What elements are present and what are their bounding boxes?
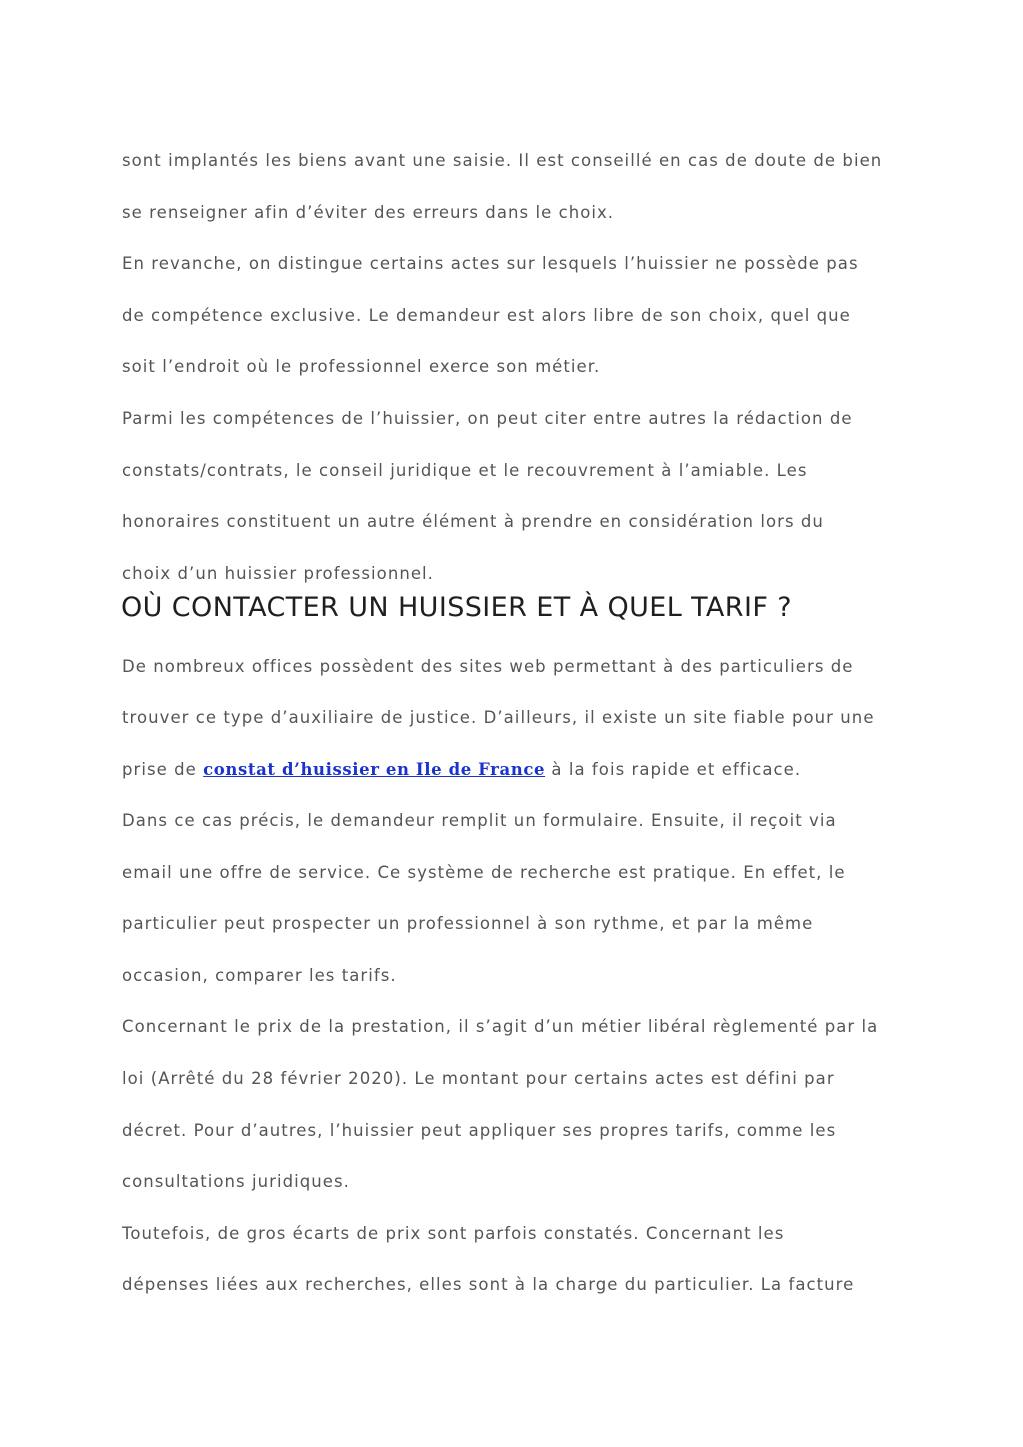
- paragraph-line: Toutefois, de gros écarts de prix sont parfois constatés. Concernant les: [122, 1224, 785, 1243]
- section-heading: OÙ CONTACTER UN HUISSIER ET À QUEL TARIF ?: [121, 592, 792, 623]
- paragraph-line: En revanche, on distingue certains actes sur lesquels l’huissier ne possède pas: [122, 254, 859, 273]
- paragraph-line: de compétence exclusive. Le demandeur est alors libre de son choix, quel que: [122, 306, 851, 325]
- paragraph-line: occasion, comparer les tarifs.: [122, 966, 397, 985]
- paragraph-line: consultations juridiques.: [122, 1172, 350, 1191]
- paragraph-line: décret. Pour d’autres, l’huissier peut appliquer ses propres tarifs, comme les: [122, 1121, 837, 1140]
- paragraph-line: sont implantés les biens avant une saisie. Il est conseillé en cas de doute de bien: [122, 151, 883, 170]
- constat-huissier-link[interactable]: constat d’huissier en Ile de France: [203, 760, 546, 779]
- paragraph-line: particulier peut prospecter un professionnel à son rythme, et par la même: [122, 914, 814, 933]
- paragraph-line: choix d’un huissier professionnel.: [122, 564, 434, 583]
- paragraph-line: Dans ce cas précis, le demandeur remplit un formulaire. Ensuite, il reçoit via: [122, 811, 837, 830]
- link-prefix-text: prise de: [122, 760, 204, 779]
- paragraph-line: Parmi les compétences de l’huissier, on peut citer entre autres la rédaction de: [122, 409, 853, 428]
- paragraph-line: constats/contrats, le conseil juridique et le recouvrement à l’amiable. Les: [122, 461, 808, 480]
- paragraph-line: trouver ce type d’auxiliaire de justice. D’ailleurs, il existe un site fiable pour une: [122, 708, 875, 727]
- paragraph-line: De nombreux offices possèdent des sites web permettant à des particuliers de: [122, 657, 854, 676]
- paragraph-line: dépenses liées aux recherches, elles sont à la charge du particulier. La facture: [122, 1275, 855, 1294]
- link-suffix-text: à la fois rapide et efficace.: [545, 760, 802, 779]
- paragraph-line: se renseigner afin d’éviter des erreurs dans le choix.: [122, 203, 615, 222]
- paragraph-line: email une offre de service. Ce système de recherche est pratique. En effet, le: [122, 863, 846, 882]
- paragraph-line: soit l’endroit où le professionnel exerce son métier.: [122, 357, 601, 376]
- paragraph-line-with-link: [122, 758, 801, 782]
- paragraph-line: loi (Arrêté du 28 février 2020). Le montant pour certains actes est défini par: [122, 1069, 835, 1088]
- paragraph-line: honoraires constituent un autre élément à prendre en considération lors du: [122, 512, 824, 531]
- paragraph-line: Concernant le prix de la prestation, il s’agit d’un métier libéral règlementé par la: [122, 1017, 879, 1036]
